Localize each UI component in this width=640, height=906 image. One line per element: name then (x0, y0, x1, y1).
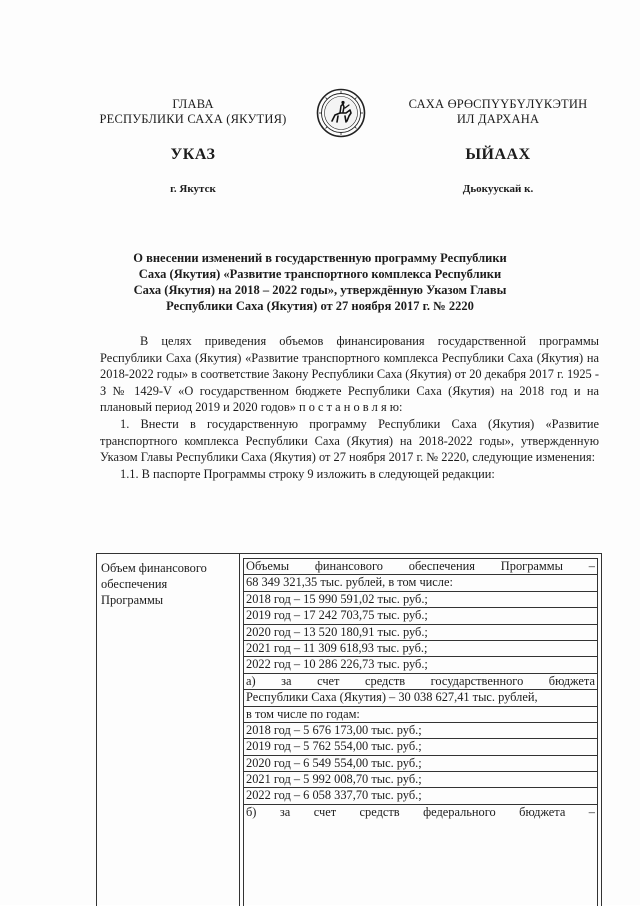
funding-row: 2022 год – 6 058 337,70 тыс. руб.; (244, 788, 597, 804)
decree-body (100, 333, 599, 482)
funding-row: 68 349 321,35 тыс. рублей, в том числе: (244, 575, 597, 591)
funding-row: Объемы финансового обеспечения Программы – (244, 559, 597, 575)
funding-row: 2021 год – 11 309 618,93 тыс. руб.; (244, 641, 597, 657)
table-label-line: Объем финансового (101, 561, 207, 575)
funding-row: 2018 год – 5 676 173,00 тыс. руб.; (244, 723, 597, 739)
item-1-paragraph: 1. Внести в государственную программу Республики Саха (Якутия) «Развитие транспортного комплекса Республики Саха (Якутия) на 2018-2022 годы», утвержденную Указом Главы Республики Саха (Якутия) от 27 ноября 2017 г. № 2220, следующие изменения: (100, 416, 599, 465)
header-right-block (398, 97, 598, 127)
city-russian: г. Якутск (170, 183, 216, 195)
funding-list (243, 558, 598, 906)
header-left-block (84, 97, 302, 127)
header-right-line2: ИЛ ДАРХАНА (456, 112, 540, 126)
intro-paragraph: В целях приведения объемов финансирования государственной программы Республики Саха (Якутия) «Развитие транспортного комплекса Республики Саха (Якутия) на 2018-2022 годы» в соответствие Закону Республики Саха (Якутия) от 20 декабря 2017 г. 1925 - З № 1429-V «О государственном бюджете Республики Саха (Якутия) на 2018 год и на плановый период 2019 и 2020 годов» п о с т а н о в л я ю: (100, 334, 599, 415)
funding-row: 2019 год – 17 242 703,75 тыс. руб.; (244, 608, 597, 624)
funding-row: а) за счет средств государственного бюджета (244, 674, 597, 690)
document-title-line: Республики Саха (Якутия) от 27 ноября 2017 г. № 2220 (166, 299, 474, 313)
table-label-line: Программы (101, 593, 164, 608)
document-title-line: О внесении изменений в государственную программу Республики (133, 251, 507, 265)
funding-row: 2021 год – 5 992 008,70 тыс. руб.; (244, 772, 597, 788)
document-title (104, 250, 536, 314)
table-label-line: обеспечения (101, 577, 168, 592)
funding-row: 2020 год – 6 549 554,00 тыс. руб.; (244, 756, 597, 772)
program-passport-table (96, 553, 602, 906)
funding-row: 2018 год – 15 990 591,02 тыс. руб.; (244, 592, 597, 608)
funding-row: 2020 год – 13 520 180,91 тыс. руб.; (244, 625, 597, 641)
document-title-line: Саха (Якутия) «Развитие транспортного комплекса Республики (138, 267, 502, 281)
funding-row: б) за счет средств федерального бюджета – (246, 804, 595, 819)
city-yakut: Дьокуускай к. (462, 183, 534, 195)
item-1-1-paragraph: 1.1. В паспорте Программы строку 9 изложить в следующей редакции: (120, 466, 495, 481)
decree-title-yakut: ЫЙААХ (465, 146, 531, 163)
sakha-emblem-icon (316, 88, 366, 138)
funding-row: Республики Саха (Якутия) – 30 038 627,41 тыс. рублей, (244, 690, 597, 706)
document-title-line: Саха (Якутия) на 2018 – 2022 годы», утверждённую Указом Главы (133, 283, 507, 297)
decree-title-russian: УКАЗ (170, 146, 216, 163)
header-right-line1: САХА ӨРӨСПҮҮБҮЛҮКЭТИН (408, 97, 588, 111)
table-value-cell (240, 554, 601, 906)
funding-row: 2019 год – 5 762 554,00 тыс. руб.; (244, 739, 597, 755)
header-left-line2: РЕСПУБЛИКИ САХА (ЯКУТИЯ) (99, 112, 287, 126)
funding-row: в том числе по годам: (244, 707, 597, 723)
funding-row: 2022 год – 10 286 226,73 тыс. руб.; (244, 657, 597, 673)
header-left-line1: ГЛАВА (172, 97, 214, 111)
table-label-cell (97, 554, 240, 906)
